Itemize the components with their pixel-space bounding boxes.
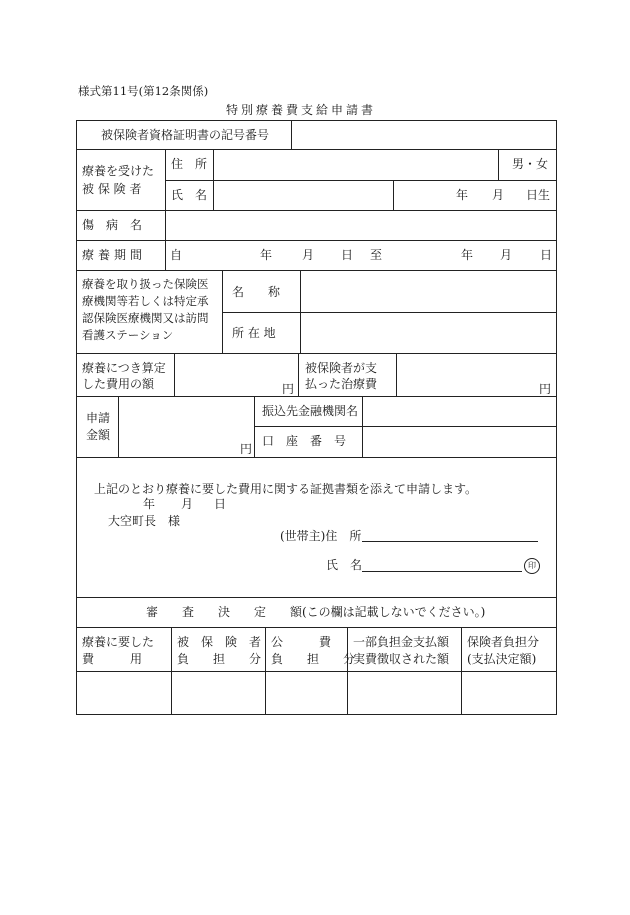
paid-cost-label-2: 払った治療費 (305, 377, 378, 391)
application-amount-yen: 円 (240, 442, 253, 456)
birth-day-label: 日生 (526, 188, 551, 202)
review-value-cell (348, 672, 460, 713)
name-field[interactable] (214, 181, 392, 209)
householder-address-label: (世帯主)住 所 (280, 529, 362, 543)
declaration-year: 年 (143, 497, 156, 511)
review-value-cell (266, 672, 346, 713)
institution-name-field[interactable] (301, 271, 555, 311)
birth-year-label: 年 (456, 188, 469, 202)
addressee: 大空町長 様 (108, 514, 181, 528)
review-col-4-line-1: 一部負担金支払額 (353, 635, 450, 649)
period-year: 年 (260, 248, 273, 262)
declaration-text: 上記のとおり療養に要した費用に関する証拠書類を添えて申請します。 (94, 482, 478, 496)
account-number-label: 口 座 番 号 (262, 434, 347, 448)
review-value-cell (172, 672, 264, 713)
paid-cost-label-1: 被保険者が支 (305, 361, 378, 375)
householder-name-label: 氏 名 (326, 558, 363, 572)
form-title: 特別療養費支給申請書 (226, 103, 377, 117)
application-amount-label-1: 申請 (86, 411, 111, 425)
computed-cost-label-2: した費用の額 (82, 377, 155, 391)
bank-field[interactable] (363, 397, 555, 425)
review-col-1-line-1: 療養に要した (82, 635, 155, 649)
review-col-3-line-2: 負 担 分 (271, 652, 356, 666)
period-month-2: 月 (500, 248, 513, 262)
review-col-1-line-2: 費 用 (82, 652, 143, 666)
treatment-period-label: 療養期間 (82, 248, 147, 262)
period-day: 日 (341, 248, 354, 262)
computed-cost-label-1: 療養につき算定 (82, 361, 166, 375)
institution-name-label: 名 称 (232, 285, 281, 299)
application-amount-label-2: 金額 (86, 428, 111, 442)
patient-label-1: 療養を受けた (82, 164, 155, 178)
review-col-2-line-1: 被 保 険 者 (177, 635, 262, 649)
review-value-cell (462, 672, 555, 713)
period-day-2: 日 (540, 248, 553, 262)
review-col-5-line-1: 保険者負担分 (467, 635, 540, 649)
insured-card-label: 被保険者資格証明書の記号番号 (101, 128, 270, 142)
form-number: 様式第11号(第12条関係) (78, 84, 209, 98)
period-to: 至 (370, 248, 383, 262)
institution-location-field[interactable] (301, 313, 555, 352)
computed-cost-yen: 円 (282, 382, 295, 396)
patient-label-2: 被 保 険 者 (82, 182, 142, 196)
paid-cost-yen: 円 (539, 382, 552, 396)
declaration-month: 月 (181, 497, 194, 511)
review-label: 審 査 決 定 額(この欄は記載しないでください。) (146, 605, 486, 619)
account-number-field[interactable] (363, 427, 555, 456)
householder-name-line[interactable] (362, 571, 522, 572)
institution-label-line: 療養を取り扱った保険医 (82, 277, 209, 291)
review-col-4-line-2: 実費徴収された額 (353, 652, 450, 666)
review-value-cell (77, 672, 170, 713)
institution-location-label: 所 在 地 (232, 326, 276, 340)
institution-label-line: 看護ステーション (82, 328, 174, 342)
institution-label-line: 認保険医療機関又は訪問 (82, 311, 209, 325)
householder-address-line[interactable] (362, 541, 538, 542)
birth-month-label: 月 (492, 188, 505, 202)
institution-label-line: 療機関等若しくは特定承 (82, 294, 209, 308)
period-from: 自 (170, 248, 183, 262)
review-col-2-line-2: 負 担 分 (177, 652, 262, 666)
application-amount-field[interactable] (119, 397, 253, 456)
review-col-5-line-2: (支払決定額) (467, 652, 537, 666)
name-label: 氏 名 (171, 188, 208, 202)
computed-cost-field[interactable] (175, 354, 297, 395)
period-year-2: 年 (461, 248, 474, 262)
injury-label: 傷 病 名 (82, 218, 143, 232)
period-month: 月 (302, 248, 315, 262)
address-field[interactable] (214, 150, 497, 179)
review-col-3-line-1: 公 費 (271, 635, 332, 649)
paid-cost-field[interactable] (397, 354, 555, 395)
bank-label: 振込先金融機関名 (262, 404, 359, 418)
declaration-day: 日 (214, 497, 227, 511)
seal-mark: 印 (524, 558, 540, 574)
injury-field[interactable] (166, 211, 555, 239)
sex-options[interactable]: 男・女 (512, 157, 549, 171)
address-label: 住 所 (171, 157, 208, 171)
